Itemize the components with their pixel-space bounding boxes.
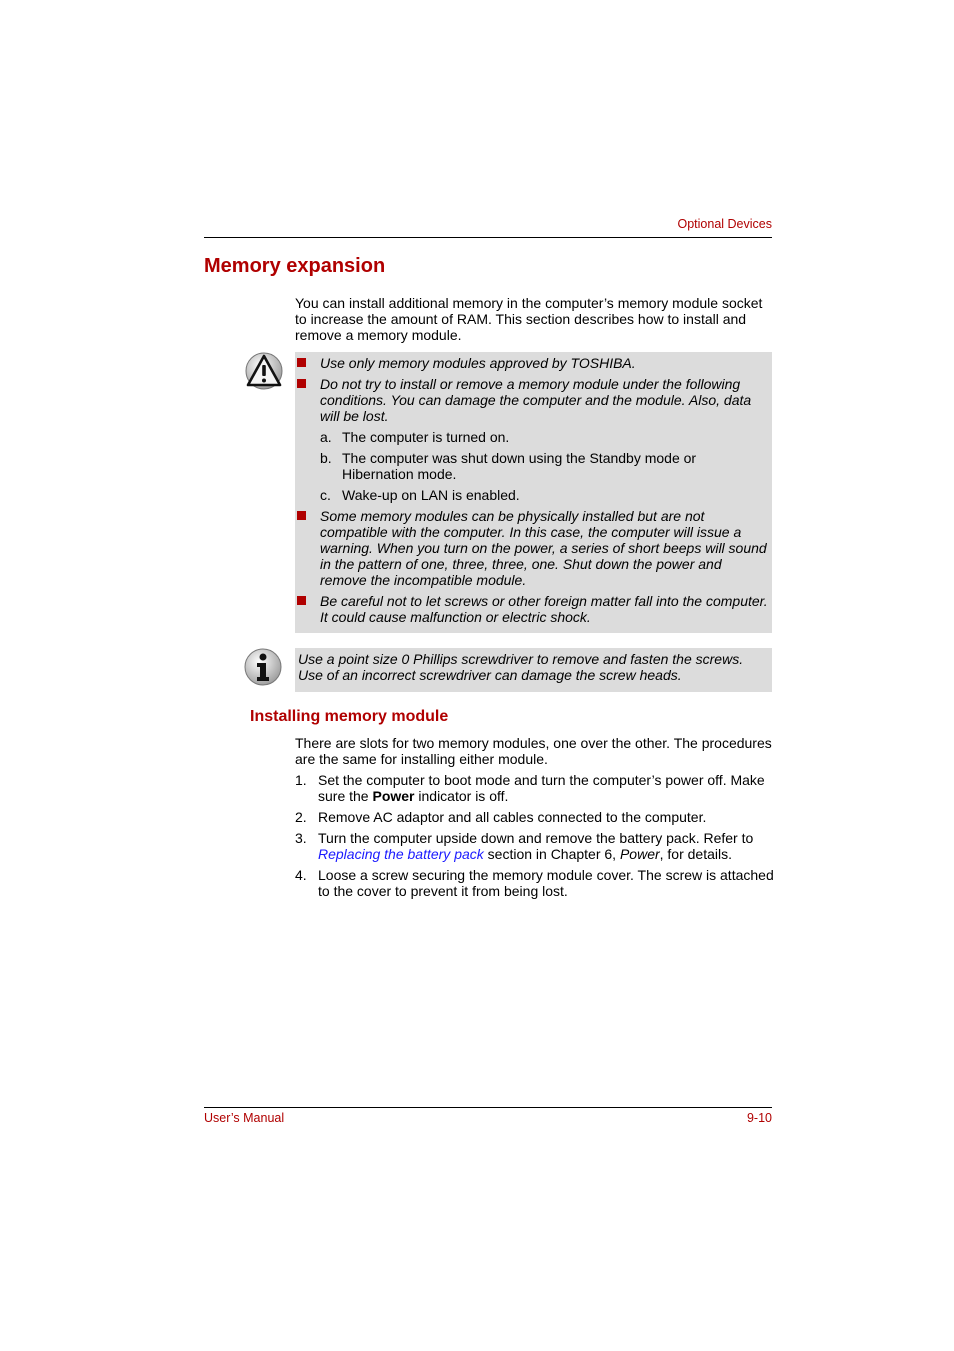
step-text: Remove AC adaptor and all cables connected to the computer. [318,809,707,825]
info-note-box [295,648,772,692]
chapter-name: Power [619,846,660,862]
section-paragraph: There are slots for two memory modules, one over the other. The procedures are the same for installing either module. [295,735,772,767]
caution-bullet [295,593,772,625]
bullet-square-icon [297,358,306,367]
page-number: 9-10 [746,1111,772,1125]
warning-triangle-icon [245,352,283,390]
condition-item [295,450,772,482]
condition-letter: b. [320,450,332,466]
page-header [204,216,772,238]
step-text: , for details. [659,846,733,862]
caution-bullet [295,508,772,588]
step-number: 1. [295,772,307,788]
install-steps-list [295,772,775,904]
bullet-square-icon [297,379,306,388]
caution-bullet [295,355,772,371]
footer-manual-title: User’s Manual [204,1111,285,1125]
page-footer [204,1107,772,1128]
step-text: Turn the computer upside down and remove the battery pack. Refer to [318,830,754,846]
caution-box [295,352,772,633]
condition-text: The computer is turned on. [342,429,510,445]
step-number: 4. [295,867,307,883]
caution-text: Use only memory modules approved by TOSHIBA. [320,355,636,371]
caution-text: Do not try to install or remove a memory module under the following conditions. You can damage the computer and the module. Also, data will be lost. [320,376,752,424]
info-icon [244,648,282,686]
battery-pack-link[interactable]: Replacing the battery pack [318,846,484,862]
intro-paragraph: You can install additional memory in the computer’s memory module socket to increase the amount of RAM. This section describes how to install and remove a memory module. [295,295,763,343]
step-text: Set the computer to boot mode and turn the computer’s power off. Make sure the [318,772,765,804]
condition-item [295,487,772,503]
power-indicator-term: Power [372,788,415,804]
step-text: section in Chapter 6, [483,846,620,862]
list-item [295,867,775,899]
step-text: Loose a screw securing the memory module cover. The screw is attached to the cover to prevent it from being lost. [318,867,774,899]
info-note-text: Use a point size 0 Phillips screwdriver to remove and fasten the screws. Use of an incorrect screwdriver can damage the screw heads. [298,651,744,683]
caution-text: Some memory modules can be physically installed but are not compatible with the computer. In this case, the computer will issue a warning. When you turn on the power, a series of short beeps will sound in the pattern of one, three, three, one. Shut down the power and remove the incompatible module. [320,508,767,588]
step-text: indicator is off. [414,788,509,804]
condition-item [295,429,772,445]
step-number: 2. [295,809,307,825]
condition-text: Wake-up on LAN is enabled. [342,487,520,503]
list-item [295,809,775,825]
page-title: Memory expansion [204,255,386,277]
list-item [295,772,775,804]
bullet-square-icon [297,511,306,520]
condition-letter: c. [320,487,331,503]
caution-text: Be careful not to let screws or other foreign matter fall into the computer. It could cause malfunction or electric shock. [320,593,768,625]
caution-bullet [295,376,772,424]
list-item [295,830,775,862]
section-title: Installing memory module [250,708,449,725]
bullet-square-icon [297,596,306,605]
condition-letter: a. [320,429,332,445]
header-section-title: Optional Devices [677,217,772,231]
step-number: 3. [295,830,307,846]
condition-text: The computer was shut down using the Standby mode or Hibernation mode. [342,450,697,482]
